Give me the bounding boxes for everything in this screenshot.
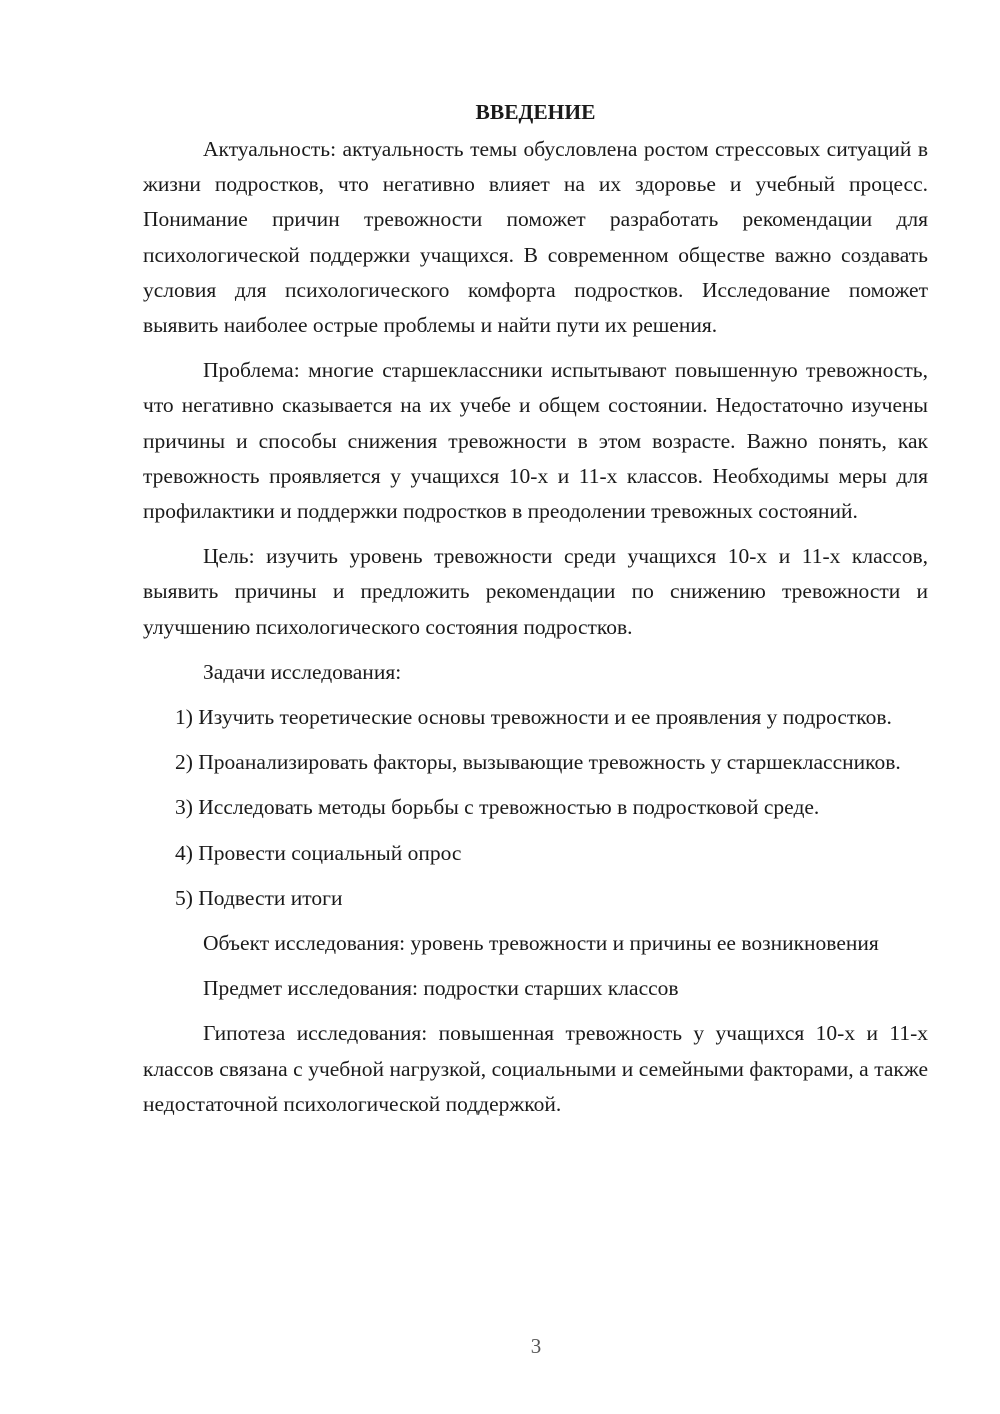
tasks-title: Задачи исследования: [203, 659, 402, 684]
page-heading: ВВЕДЕНИЕ [475, 100, 596, 124]
paragraph-hypothesis: Гипотеза исследования: повышенная тревожность у учащихся 10-х и 11-х классов связана с учебной нагрузкой, социальными и семейными факторами, а также недостаточной психологической поддержкой. [143, 1021, 928, 1116]
task-item-5: 5) Подвести итоги [175, 885, 343, 910]
task-item-1: 1) Изучить теоретические основы тревожности и ее проявления у подростков. [175, 705, 892, 730]
paragraph-object: Объект исследования: уровень тревожности и причины ее возникновения [203, 931, 879, 956]
task-item-2: 2) Проанализировать факторы, вызывающие тревожность у старшеклассников. [175, 750, 901, 775]
paragraph-goal: Цель: изучить уровень тревожности среди учащихся 10-х и 11-х классов, выявить причины и предложить рекомендации по снижению тревожности и улучшению психологического состояния подростков. [143, 544, 928, 639]
page-content [143, 96, 928, 1122]
task-item-4: 4) Провести социальный опрос [175, 840, 462, 865]
page-number: 3 [530, 1334, 542, 1358]
paragraph-relevance: Актуальность: актуальность темы обусловлена ростом стрессовых ситуаций в жизни подростков, что негативно влияет на их здоровье и учебный процесс. Понимание причин тревожности поможет разработать рекомендации для психологической поддержки учащихся. В современном обществе важно создавать условия для психологического комфорта подростков. Исследование поможет выявить наиболее острые проблемы и найти пути их решения. [143, 137, 928, 338]
paragraph-problem: Проблема: многие старшеклассники испытывают повышенную тревожность, что негативно сказывается на их учебе и общем состоянии. Недостаточно изучены причины и способы снижения тревожности в этом возрасте. Важно понять, как тревожность проявляется у учащихся 10-х и 11-х классов. Необходимы меры для профилактики и поддержки подростков в преодолении тревожных состояний. [143, 358, 928, 524]
task-item-3: 3) Исследовать методы борьбы с тревожностью в подростковой среде. [175, 795, 820, 820]
paragraph-subject: Предмет исследования: подростки старших классов [203, 976, 679, 1001]
